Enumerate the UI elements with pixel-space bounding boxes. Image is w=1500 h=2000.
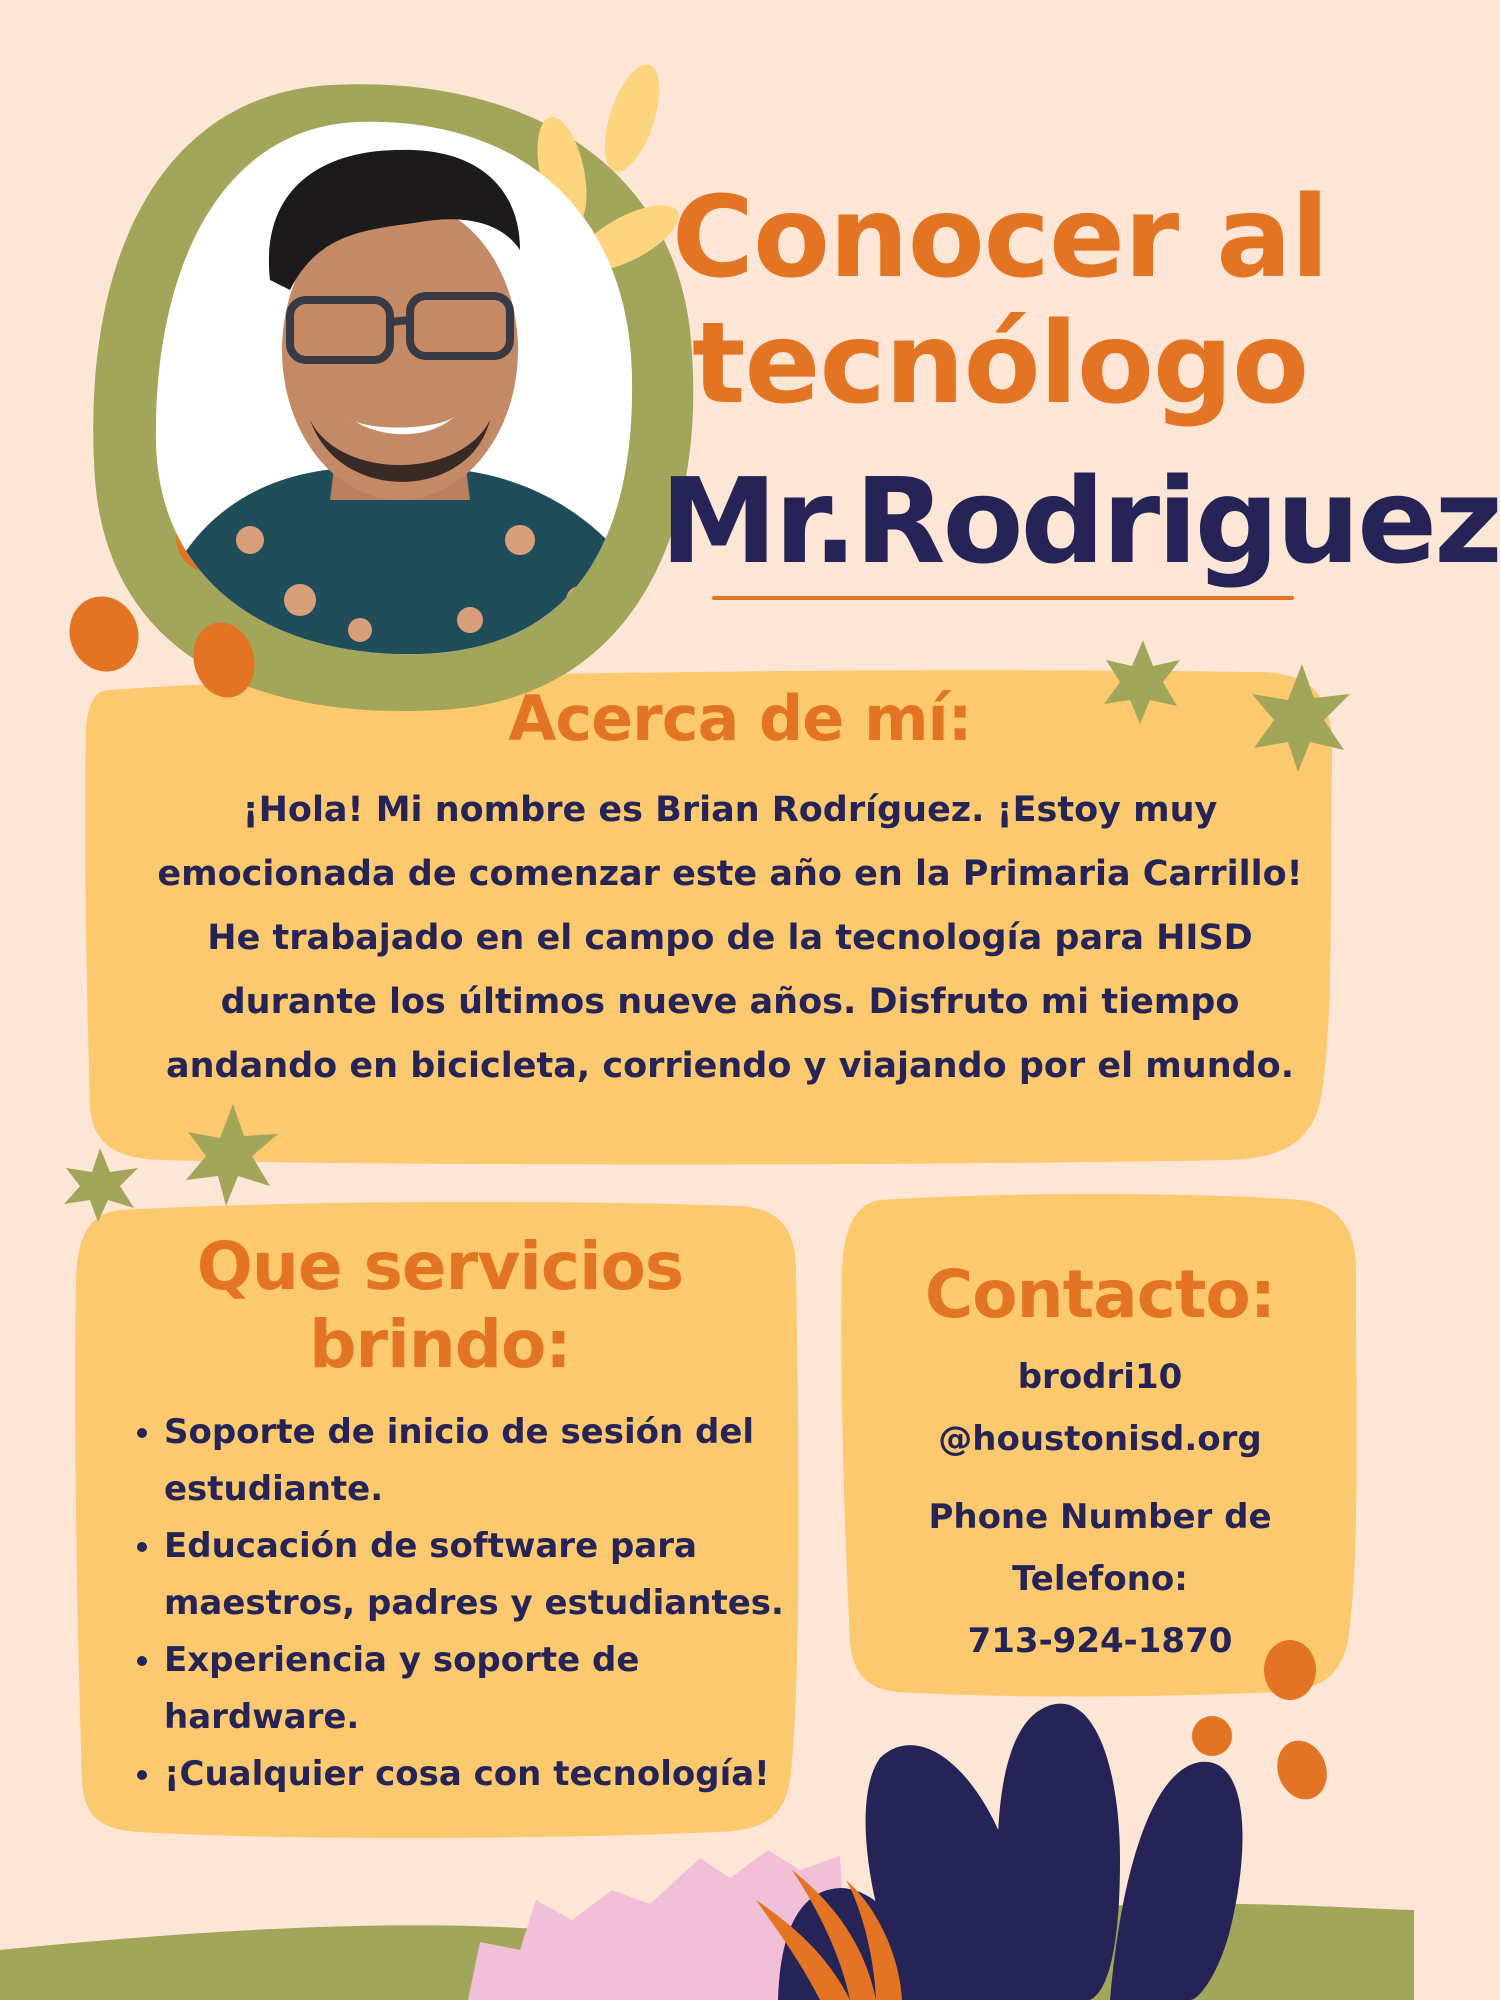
contact-heading: Contacto: (924, 1256, 1276, 1333)
contact-phone-label-line-1: Phone Number de (928, 1497, 1272, 1537)
services-heading-line-1: Que servicios (196, 1228, 684, 1305)
about-body-text: ¡Hola! Mi nombre es Brian Rodríguez. ¡Estoy muy emocionada de comenzar este año en la Primaria Carrillo! He trabajado en el campo de la tecnología para HISD durante los últimos nueve años. Disfruto mi tiempo andando en bicicleta, corriendo y viajando por el mundo. (157, 790, 1303, 1086)
services-list (122, 1404, 844, 1803)
contact-phone-label-line-2: Telefono: (1012, 1559, 1188, 1599)
services-list-item: • Experiencia y soporte de hardware. (164, 1632, 844, 1746)
contact-email-line-2: @houstonisd.org (938, 1419, 1262, 1459)
name-underline (712, 596, 1294, 600)
services-heading (120, 1228, 760, 1384)
about-heading: Acerca de mí: (508, 682, 972, 755)
technologist-name: Mr.Rodriguez (660, 452, 1500, 590)
contact-phone-number: 713-924-1870 (967, 1621, 1233, 1661)
services-list-item: • ¡Cualquier cosa con tecnología! (164, 1746, 844, 1803)
services-list-item: • Soporte de inicio de sesión del estudiante. (164, 1404, 844, 1518)
contact-email-line-1: brodri10 (1017, 1357, 1183, 1397)
page-title-line-2: tecnólogo (691, 299, 1309, 429)
services-heading-line-2: brindo: (309, 1306, 571, 1383)
page-title-line-1: Conocer al (671, 173, 1329, 303)
services-list-item: • Educación de software para maestros, padres y estudiantes. (164, 1518, 844, 1632)
